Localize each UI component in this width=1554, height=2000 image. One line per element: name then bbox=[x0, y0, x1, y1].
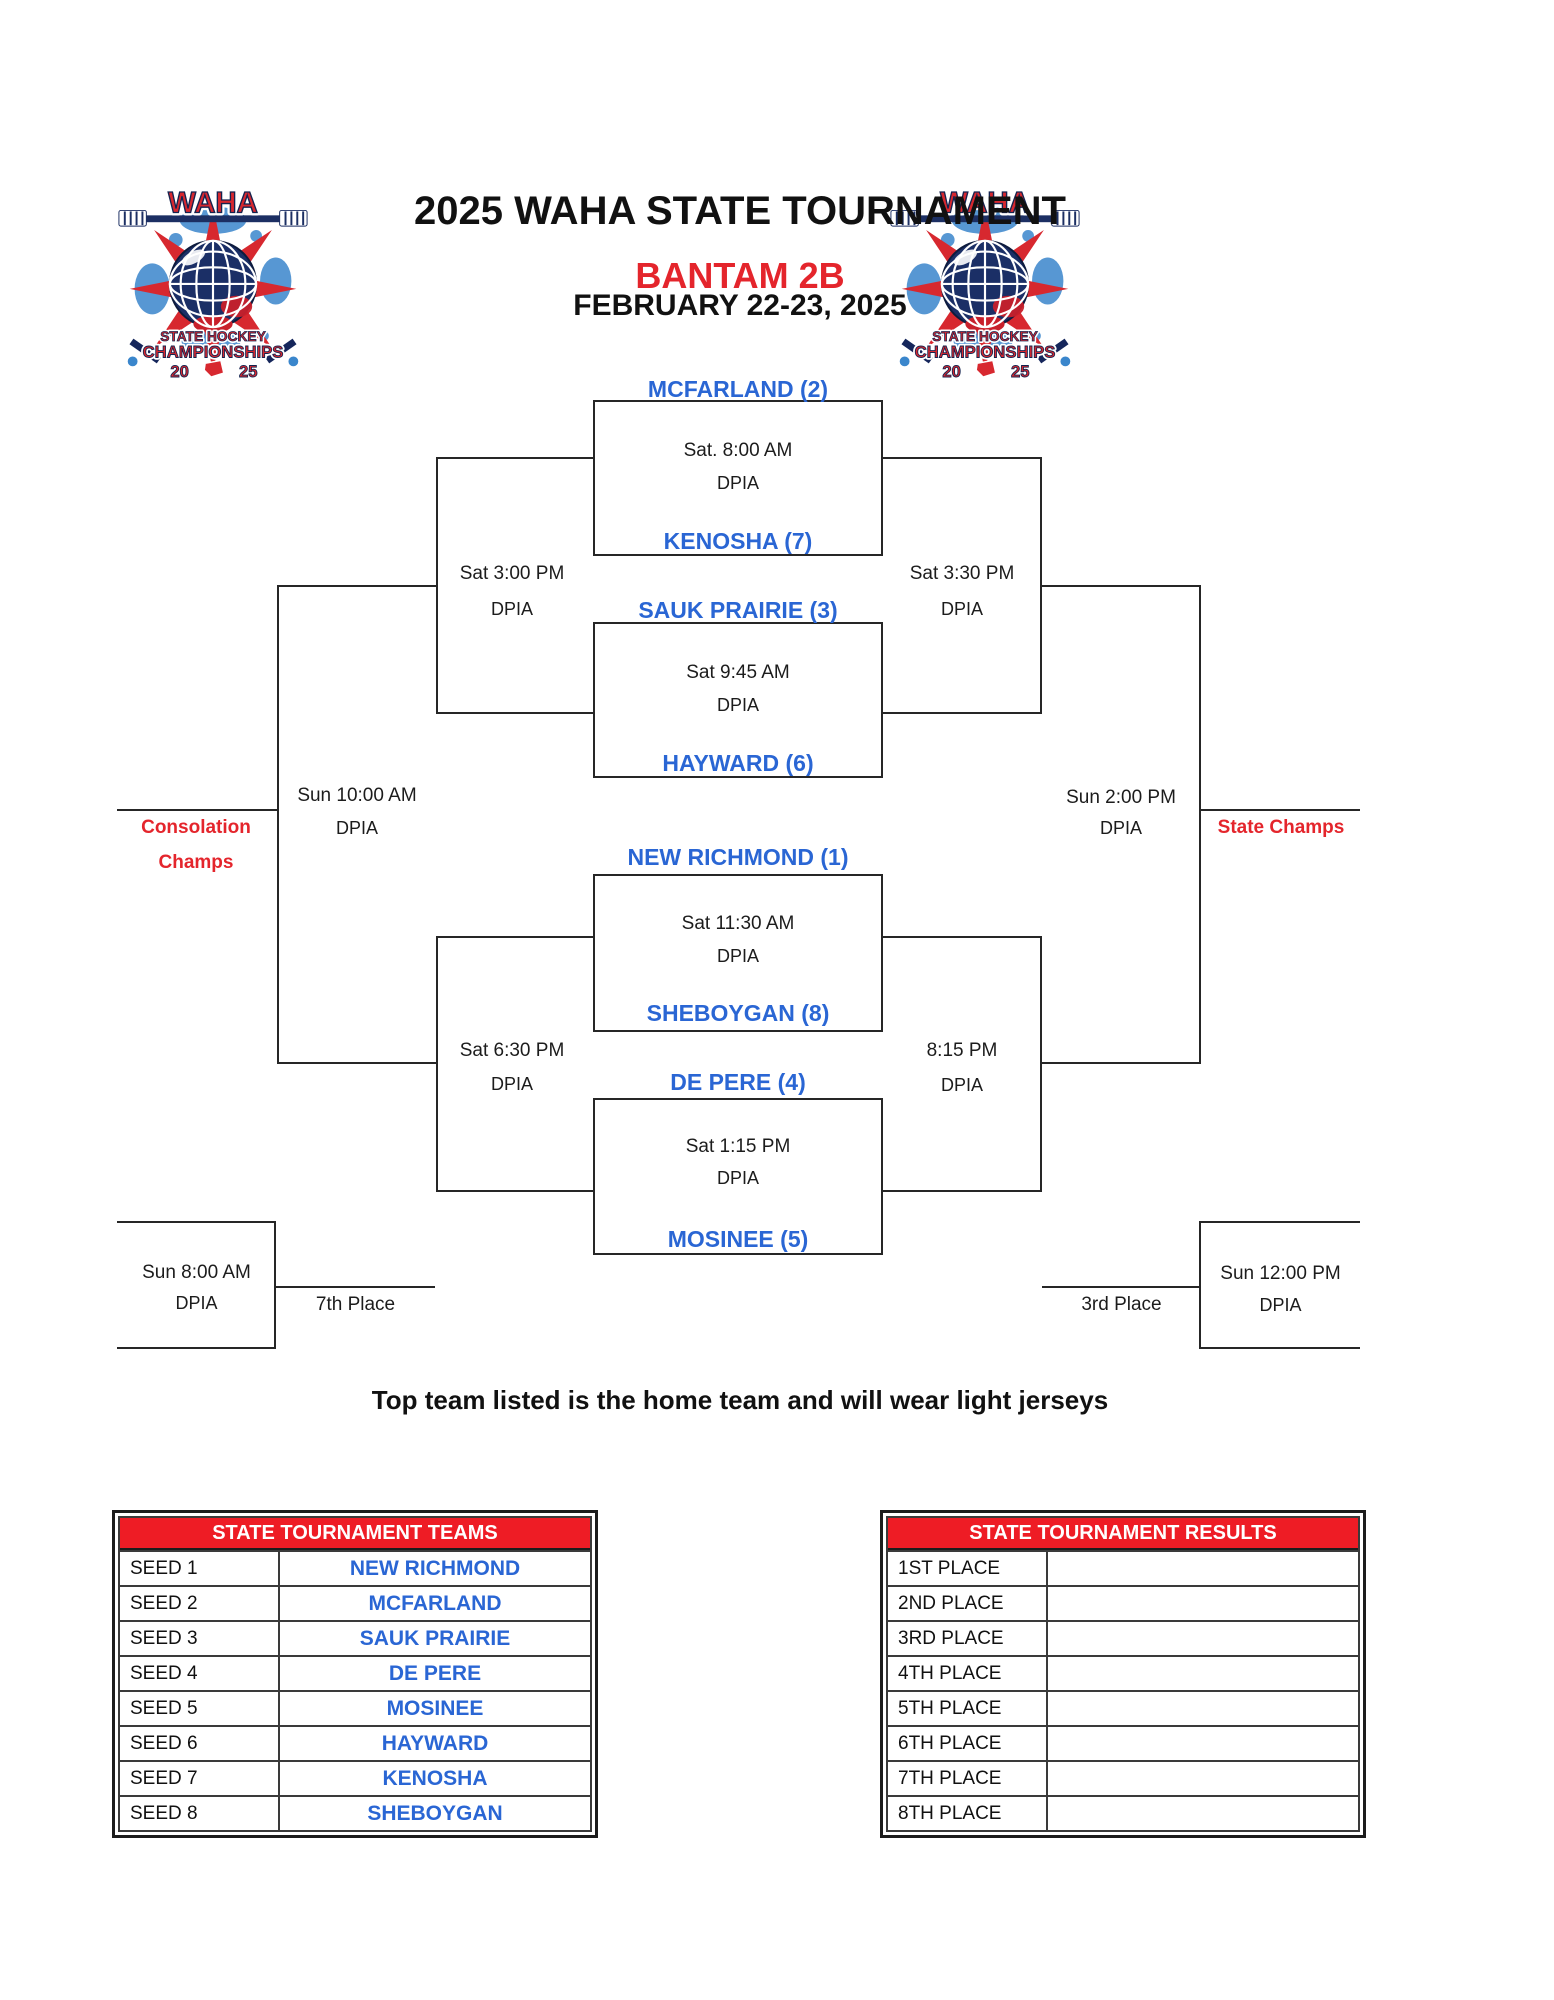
bracket-line bbox=[1040, 585, 1201, 587]
place-label: 2ND PLACE bbox=[888, 1587, 1048, 1620]
state-champs-label: State Champs bbox=[1217, 817, 1345, 838]
qf2-home-team: SAUK PRAIRIE (3) bbox=[638, 597, 838, 623]
cons-final-venue: DPIA bbox=[335, 818, 378, 838]
seventh-place-line bbox=[117, 1221, 276, 1223]
qf4-away-team: MOSINEE (5) bbox=[667, 1226, 809, 1252]
teams-table-header: STATE TOURNAMENT TEAMS bbox=[120, 1518, 590, 1550]
qf2-time: Sat 9:45 AM bbox=[686, 662, 790, 683]
results-table-header: STATE TOURNAMENT RESULTS bbox=[888, 1518, 1358, 1550]
seed-label: SEED 6 bbox=[120, 1727, 280, 1760]
seed-team: MCFARLAND bbox=[368, 1591, 502, 1615]
third-place-line bbox=[1199, 1347, 1360, 1349]
qf1-time: Sat. 8:00 AM bbox=[683, 440, 793, 461]
qf1-venue: DPIA bbox=[716, 473, 759, 493]
cons-semi1-time: Sat 3:00 PM bbox=[459, 563, 565, 584]
table-row bbox=[120, 1725, 590, 1760]
bracket-line bbox=[1040, 1062, 1201, 1064]
bracket-line bbox=[1040, 936, 1042, 1192]
seed-label: SEED 7 bbox=[120, 1762, 280, 1795]
teams-table bbox=[112, 1510, 598, 1838]
semi2-venue: DPIA bbox=[940, 1075, 983, 1095]
bracket-line bbox=[436, 712, 593, 714]
third-place-line bbox=[1199, 1221, 1201, 1349]
table-row bbox=[120, 1690, 590, 1725]
cons-final-time: Sun 10:00 AM bbox=[297, 785, 417, 806]
consolation-champs-label2: Champs bbox=[158, 852, 234, 873]
table-row bbox=[120, 1795, 590, 1830]
bracket-line bbox=[881, 457, 1042, 459]
cons-semi1-venue: DPIA bbox=[490, 599, 533, 619]
final-time: Sun 2:00 PM bbox=[1066, 787, 1176, 808]
seed-team: DE PERE bbox=[388, 1661, 482, 1685]
page-title: 2025 WAHA STATE TOURNAMENT bbox=[414, 189, 1066, 233]
table-row bbox=[120, 1655, 590, 1690]
table-row bbox=[888, 1795, 1358, 1830]
waha-logo-left bbox=[115, 183, 311, 379]
qf1-home-team: MCFARLAND (2) bbox=[647, 376, 829, 402]
championship-final-line bbox=[1199, 809, 1360, 811]
qf4-venue: DPIA bbox=[716, 1168, 759, 1188]
table-row bbox=[888, 1620, 1358, 1655]
table-row bbox=[888, 1550, 1358, 1585]
seventh-time: Sun 8:00 AM bbox=[142, 1262, 251, 1283]
seed-label: SEED 4 bbox=[120, 1657, 280, 1690]
third-venue: DPIA bbox=[1259, 1295, 1302, 1315]
table-row bbox=[120, 1550, 590, 1585]
results-table bbox=[880, 1510, 1366, 1838]
qf3-away-team: SHEBOYGAN (8) bbox=[646, 1000, 830, 1026]
bracket-line bbox=[436, 936, 438, 1192]
seventh-place-label: 7th Place bbox=[315, 1294, 396, 1315]
place-label: 5TH PLACE bbox=[888, 1692, 1048, 1725]
table-row bbox=[120, 1760, 590, 1795]
table-row bbox=[120, 1585, 590, 1620]
date-title: FEBRUARY 22-23, 2025 bbox=[573, 289, 907, 322]
seed-label: SEED 8 bbox=[120, 1797, 280, 1830]
qf4-home-team: DE PERE (4) bbox=[670, 1069, 806, 1095]
seed-team: SHEBOYGAN bbox=[367, 1801, 503, 1825]
third-time: Sun 12:00 PM bbox=[1220, 1263, 1341, 1284]
consolation-final-line bbox=[117, 809, 277, 811]
cons-semi2-venue: DPIA bbox=[490, 1074, 533, 1094]
place-label: 6TH PLACE bbox=[888, 1727, 1048, 1760]
seed-team: SAUK PRAIRIE bbox=[359, 1626, 511, 1650]
qf1-away-team: KENOSHA (7) bbox=[663, 528, 813, 554]
final-venue: DPIA bbox=[1099, 818, 1142, 838]
table-row bbox=[120, 1620, 590, 1655]
table-row bbox=[888, 1760, 1358, 1795]
place-label: 7TH PLACE bbox=[888, 1762, 1048, 1795]
qf2-venue: DPIA bbox=[716, 695, 759, 715]
bracket-line bbox=[436, 1190, 593, 1192]
bracket-line bbox=[881, 712, 1042, 714]
seed-label: SEED 2 bbox=[120, 1587, 280, 1620]
seed-team: HAYWARD bbox=[381, 1731, 489, 1755]
seventh-place-line bbox=[274, 1221, 276, 1349]
place-label: 1ST PLACE bbox=[888, 1552, 1048, 1585]
third-place-label: 3rd Place bbox=[1081, 1294, 1162, 1315]
qf3-time: Sat 11:30 AM bbox=[681, 913, 795, 934]
table-row bbox=[888, 1690, 1358, 1725]
table-row bbox=[888, 1655, 1358, 1690]
bracket-line bbox=[277, 1062, 438, 1064]
consolation-champs-label: Consolation bbox=[141, 817, 251, 838]
qf3-venue: DPIA bbox=[716, 946, 759, 966]
qf2-away-team: HAYWARD (6) bbox=[662, 750, 814, 776]
semi2-time: 8:15 PM bbox=[926, 1040, 998, 1061]
third-place-line bbox=[1199, 1221, 1360, 1223]
seventh-place-line bbox=[276, 1286, 435, 1288]
bracket-line bbox=[881, 936, 1042, 938]
qf3-home-team: NEW RICHMOND (1) bbox=[627, 844, 849, 870]
bracket-line bbox=[277, 585, 438, 587]
seed-label: SEED 3 bbox=[120, 1622, 280, 1655]
seed-team: NEW RICHMOND bbox=[349, 1556, 521, 1580]
seed-team: KENOSHA bbox=[382, 1766, 488, 1790]
seventh-place-line bbox=[117, 1347, 276, 1349]
seed-team: MOSINEE bbox=[386, 1696, 484, 1720]
bracket-line bbox=[436, 457, 593, 459]
seventh-venue: DPIA bbox=[175, 1293, 218, 1313]
division-title: BANTAM 2B bbox=[635, 255, 845, 296]
home-team-note: Top team listed is the home team and will wear light jerseys bbox=[371, 1385, 1109, 1415]
place-label: 4TH PLACE bbox=[888, 1657, 1048, 1690]
cons-semi2-time: Sat 6:30 PM bbox=[459, 1040, 565, 1061]
seed-label: SEED 5 bbox=[120, 1692, 280, 1725]
third-place-line bbox=[1042, 1286, 1201, 1288]
bracket-line bbox=[436, 936, 593, 938]
table-row bbox=[888, 1725, 1358, 1760]
qf4-time: Sat 1:15 PM bbox=[685, 1136, 791, 1157]
place-label: 3RD PLACE bbox=[888, 1622, 1048, 1655]
place-label: 8TH PLACE bbox=[888, 1797, 1048, 1830]
table-row bbox=[888, 1585, 1358, 1620]
seed-label: SEED 1 bbox=[120, 1552, 280, 1585]
semi1-venue: DPIA bbox=[940, 599, 983, 619]
bracket-line bbox=[881, 1190, 1042, 1192]
semi1-time: Sat 3:30 PM bbox=[909, 563, 1015, 584]
